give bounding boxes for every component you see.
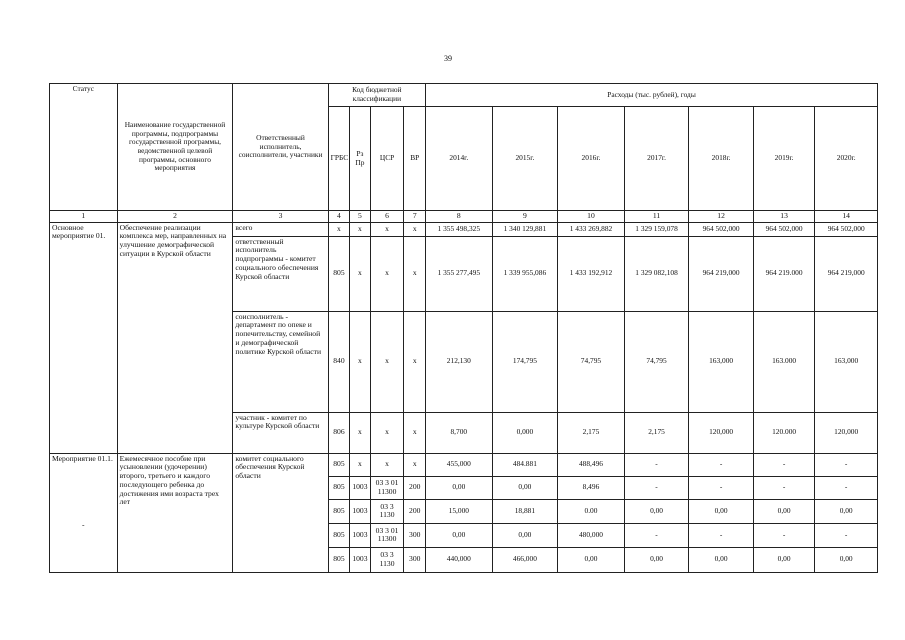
- header-year: 2014г.: [426, 107, 493, 211]
- value-cell: -: [689, 453, 754, 476]
- rzpr-cell: 1003: [350, 499, 370, 523]
- value-cell: 1 433 192,912: [558, 236, 625, 311]
- column-number: 1: [50, 211, 118, 223]
- value-cell: 0,00: [689, 499, 754, 523]
- vr-cell: х: [404, 412, 426, 453]
- column-number: 6: [370, 211, 404, 223]
- value-cell: 2,175: [558, 412, 625, 453]
- value-cell: 120,000: [815, 412, 878, 453]
- rzpr-cell: х: [350, 311, 370, 412]
- value-cell: 163,000: [689, 311, 754, 412]
- grbs-cell: 840: [328, 311, 350, 412]
- header-year: 2019г.: [753, 107, 814, 211]
- value-cell: -: [753, 523, 814, 547]
- value-cell: 2,175: [624, 412, 689, 453]
- value-cell: 0,00: [426, 476, 493, 499]
- value-cell: 74,795: [624, 311, 689, 412]
- vr-cell: х: [404, 236, 426, 311]
- value-cell: 163.000: [753, 311, 814, 412]
- rzpr-cell: х: [350, 412, 370, 453]
- table-row: [50, 453, 878, 476]
- value-cell: 964 502,000: [815, 222, 878, 236]
- column-number: 4: [328, 211, 350, 223]
- value-cell: 0,00: [492, 523, 558, 547]
- rzpr-cell: х: [350, 222, 370, 236]
- value-cell: 1 329 159,078: [624, 222, 689, 236]
- value-cell: 8,496: [558, 476, 625, 499]
- header-year: 2017г.: [624, 107, 689, 211]
- value-cell: 15,000: [426, 499, 493, 523]
- value-cell: 0,00: [753, 547, 814, 572]
- value-cell: -: [815, 476, 878, 499]
- value-cell: 964 502,000: [689, 222, 754, 236]
- value-cell: 0,00: [492, 476, 558, 499]
- grbs-cell: 805: [328, 476, 350, 499]
- csr-cell: 03 3 01 11300: [370, 523, 404, 547]
- name-cell: Обеспечение реализации комплекса мер, направленных на улучшение демографической ситуации в Курской области: [117, 222, 233, 453]
- rzpr-cell: х: [350, 453, 370, 476]
- column-number: 9: [492, 211, 558, 223]
- csr-cell: 03 3 01 11300: [370, 476, 404, 499]
- header-year: 2016г.: [558, 107, 625, 211]
- rzpr-cell: 1003: [350, 523, 370, 547]
- vr-cell: х: [404, 311, 426, 412]
- status-cell: [50, 453, 118, 572]
- value-cell: 212,130: [426, 311, 493, 412]
- header-vr: ВР: [404, 107, 426, 211]
- value-cell: -: [815, 453, 878, 476]
- value-cell: -: [753, 476, 814, 499]
- value-cell: 0,00: [689, 547, 754, 572]
- value-cell: 1 355 277,495: [426, 236, 493, 311]
- rzpr-cell: 1003: [350, 476, 370, 499]
- table-row: [50, 222, 878, 236]
- value-cell: 0,00: [815, 547, 878, 572]
- page-number: 39: [444, 54, 452, 63]
- value-cell: 0.00: [558, 499, 625, 523]
- csr-cell: х: [370, 412, 404, 453]
- vr-cell: 300: [404, 547, 426, 572]
- column-number: 13: [753, 211, 814, 223]
- value-cell: 480,000: [558, 523, 625, 547]
- column-number: 10: [558, 211, 625, 223]
- rzpr-cell: х: [350, 236, 370, 311]
- value-cell: -: [753, 453, 814, 476]
- value-cell: 1 340 129,881: [492, 222, 558, 236]
- extra-mark: -: [82, 520, 85, 530]
- header-rzpr: Рз Пр: [350, 107, 370, 211]
- status-cell: Основное мероприятие 01.: [50, 222, 118, 453]
- value-cell: 120.000: [753, 412, 814, 453]
- value-cell: 0,000: [492, 412, 558, 453]
- name-cell: Ежемесячное пособие при усыновлении (удочерении) второго, третьего и каждого последующего ребенка до достижения ими возраста трех лет: [117, 453, 233, 572]
- value-cell: 120,000: [689, 412, 754, 453]
- value-cell: 18,881: [492, 499, 558, 523]
- column-number: 8: [426, 211, 493, 223]
- responsible-cell: всего: [233, 222, 328, 236]
- header-year: 2018г.: [689, 107, 754, 211]
- value-cell: 1 329 082,108: [624, 236, 689, 311]
- header-year: 2020г.: [815, 107, 878, 211]
- csr-cell: х: [370, 453, 404, 476]
- value-cell: 0,00: [624, 499, 689, 523]
- budget-table: [49, 83, 878, 573]
- grbs-cell: 805: [328, 547, 350, 572]
- value-cell: 488,496: [558, 453, 625, 476]
- column-number: 5: [350, 211, 370, 223]
- vr-cell: 200: [404, 499, 426, 523]
- csr-cell: х: [370, 236, 404, 311]
- column-number: 7: [404, 211, 426, 223]
- value-cell: 0,00: [624, 547, 689, 572]
- column-number: 3: [233, 211, 328, 223]
- responsible-cell: ответственный исполнитель подпрограммы - комитет социального обеспечения Курской области: [233, 236, 328, 311]
- value-cell: 1 355 498,325: [426, 222, 493, 236]
- grbs-cell: 805: [328, 453, 350, 476]
- value-cell: -: [624, 453, 689, 476]
- vr-cell: 300: [404, 523, 426, 547]
- value-cell: 964 219,000: [689, 236, 754, 311]
- header-year: 2015г.: [492, 107, 558, 211]
- value-cell: 0,00: [753, 499, 814, 523]
- value-cell: -: [689, 523, 754, 547]
- column-number: 14: [815, 211, 878, 223]
- value-cell: 0,00: [558, 547, 625, 572]
- grbs-cell: 805: [328, 236, 350, 311]
- grbs-cell: 806: [328, 412, 350, 453]
- responsible-cell: соисполнитель - департамент по опеке и попечительству, семейной и демографической политике Курской области: [233, 311, 328, 412]
- value-cell: 0,00: [815, 499, 878, 523]
- value-cell: 964 219.000: [753, 236, 814, 311]
- value-cell: -: [689, 476, 754, 499]
- value-cell: -: [815, 523, 878, 547]
- value-cell: 466,000: [492, 547, 558, 572]
- value-cell: 163,000: [815, 311, 878, 412]
- value-cell: 0,00: [426, 523, 493, 547]
- value-cell: -: [624, 523, 689, 547]
- header-name: Наименование государственной программы, подпрограммы государственной программы, ведомственной целевой программы, основного мероприятия: [117, 84, 233, 211]
- column-number: 12: [689, 211, 754, 223]
- value-cell: 1 433 269,882: [558, 222, 625, 236]
- responsible-cell: комитет социального обеспечения Курской области: [233, 453, 328, 572]
- value-cell: 440,000: [426, 547, 493, 572]
- csr-cell: х: [370, 222, 404, 236]
- status-label: Мероприятие 01.1.: [52, 453, 113, 463]
- value-cell: 8,700: [426, 412, 493, 453]
- value-cell: 1 339 955,086: [492, 236, 558, 311]
- grbs-cell: х: [328, 222, 350, 236]
- header-csr: ЦСР: [370, 107, 404, 211]
- csr-cell: 03 3 1130: [370, 499, 404, 523]
- rzpr-cell: 1003: [350, 547, 370, 572]
- header-status: Статус: [50, 84, 118, 211]
- csr-cell: 03 3 1130: [370, 547, 404, 572]
- vr-cell: х: [404, 222, 426, 236]
- header-expenses-group: Расходы (тыс. рублей), годы: [426, 84, 878, 107]
- value-cell: 964 219,000: [815, 236, 878, 311]
- csr-cell: х: [370, 311, 404, 412]
- header-code-group: Код бюджетной классификации: [328, 84, 425, 107]
- value-cell: 964 502,000: [753, 222, 814, 236]
- value-cell: 455,000: [426, 453, 493, 476]
- vr-cell: 200: [404, 476, 426, 499]
- vr-cell: х: [404, 453, 426, 476]
- header-grbs: ГРБС: [328, 107, 350, 211]
- header-responsible: Ответственный исполнитель, соисполнители, участники: [233, 84, 328, 211]
- value-cell: 484.881: [492, 453, 558, 476]
- column-number: 2: [117, 211, 233, 223]
- grbs-cell: 805: [328, 499, 350, 523]
- grbs-cell: 805: [328, 523, 350, 547]
- value-cell: -: [624, 476, 689, 499]
- column-number: 11: [624, 211, 689, 223]
- responsible-cell: участник - комитет по культуре Курской области: [233, 412, 328, 453]
- value-cell: 74,795: [558, 311, 625, 412]
- value-cell: 174,795: [492, 311, 558, 412]
